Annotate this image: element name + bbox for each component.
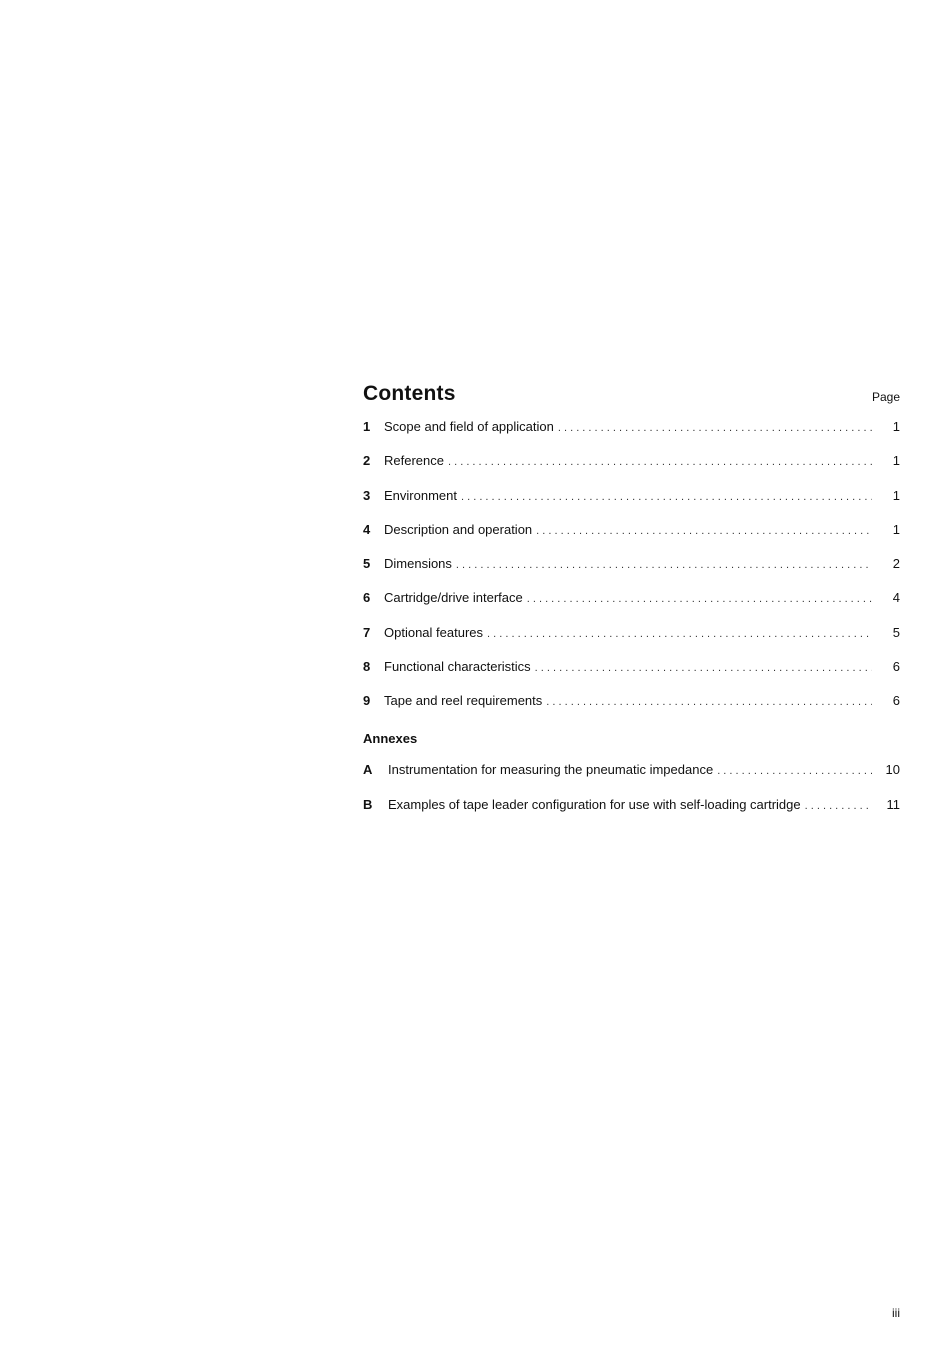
entry-page-number: 1 <box>892 419 900 434</box>
contents-entries <box>363 419 900 832</box>
contents-header <box>363 374 900 406</box>
annexes-heading: Annexes <box>363 730 418 746</box>
dot-leader <box>805 800 872 812</box>
toc-annex-a[interactable] <box>363 762 900 797</box>
dot-leader <box>536 525 872 537</box>
entry-number: 7 <box>363 624 371 640</box>
entry-number: 2 <box>363 453 371 469</box>
entry-page-number: 2 <box>892 556 900 572</box>
dot-leader <box>527 593 872 605</box>
toc-entry-3[interactable] <box>363 488 900 522</box>
toc-entry-7[interactable] <box>363 625 900 659</box>
dot-leader <box>461 491 872 503</box>
toc-entry-9[interactable] <box>363 693 900 727</box>
annex-page-number: 10 <box>885 761 900 777</box>
dot-leader <box>717 765 872 777</box>
entry-page-number: 6 <box>892 659 900 675</box>
entry-title: Optional features <box>384 624 484 640</box>
entry-title: Functional characteristics <box>384 659 531 675</box>
annex-title: Examples of tape leader configuration for use with self-loading cartridge <box>388 796 801 812</box>
page-column-label: Page <box>871 390 900 404</box>
toc-entry-2[interactable] <box>363 453 900 487</box>
entry-number: 3 <box>363 487 371 503</box>
toc-entry-1[interactable] <box>363 419 900 453</box>
annex-letter: A <box>363 761 373 777</box>
entry-page-number: 4 <box>892 590 900 606</box>
entry-page-number: 5 <box>892 624 900 640</box>
entry-title: Dimensions <box>384 556 452 572</box>
entry-number: 4 <box>363 521 371 537</box>
toc-entry-8[interactable] <box>363 659 900 693</box>
dot-leader <box>448 456 872 468</box>
entry-title: Cartridge/drive interface <box>384 590 523 606</box>
entry-page-number: 6 <box>892 693 900 709</box>
entry-title: Environment <box>384 487 457 503</box>
entry-page-number: 1 <box>892 453 900 469</box>
entry-title: Description and operation <box>384 521 533 537</box>
entry-number: 8 <box>363 659 371 675</box>
annex-title: Instrumentation for measuring the pneumatic impedance <box>388 761 714 777</box>
dot-leader <box>456 559 872 571</box>
entry-title: Reference <box>384 453 444 469</box>
dot-leader <box>558 422 872 434</box>
table-of-contents <box>363 374 900 832</box>
entry-title: Scope and field of application <box>384 419 554 434</box>
annex-page-number: 11 <box>886 796 900 812</box>
dot-leader <box>487 628 872 640</box>
toc-entry-4[interactable] <box>363 522 900 556</box>
entry-number: 6 <box>363 590 371 606</box>
dot-leader <box>546 696 872 708</box>
toc-entry-5[interactable] <box>363 556 900 590</box>
entry-page-number: 1 <box>892 487 900 503</box>
annex-letter: B <box>363 796 373 812</box>
dot-leader <box>535 662 872 674</box>
page-title: Contents <box>363 382 456 405</box>
page-folio: iii <box>892 1306 900 1320</box>
entry-number: 9 <box>363 693 371 709</box>
entry-page-number: 1 <box>892 521 900 537</box>
toc-entry-6[interactable] <box>363 590 900 624</box>
entry-title: Tape and reel requirements <box>384 693 543 709</box>
toc-annex-b[interactable] <box>363 797 900 832</box>
entry-number: 5 <box>363 556 371 572</box>
entry-number: 1 <box>363 419 371 434</box>
